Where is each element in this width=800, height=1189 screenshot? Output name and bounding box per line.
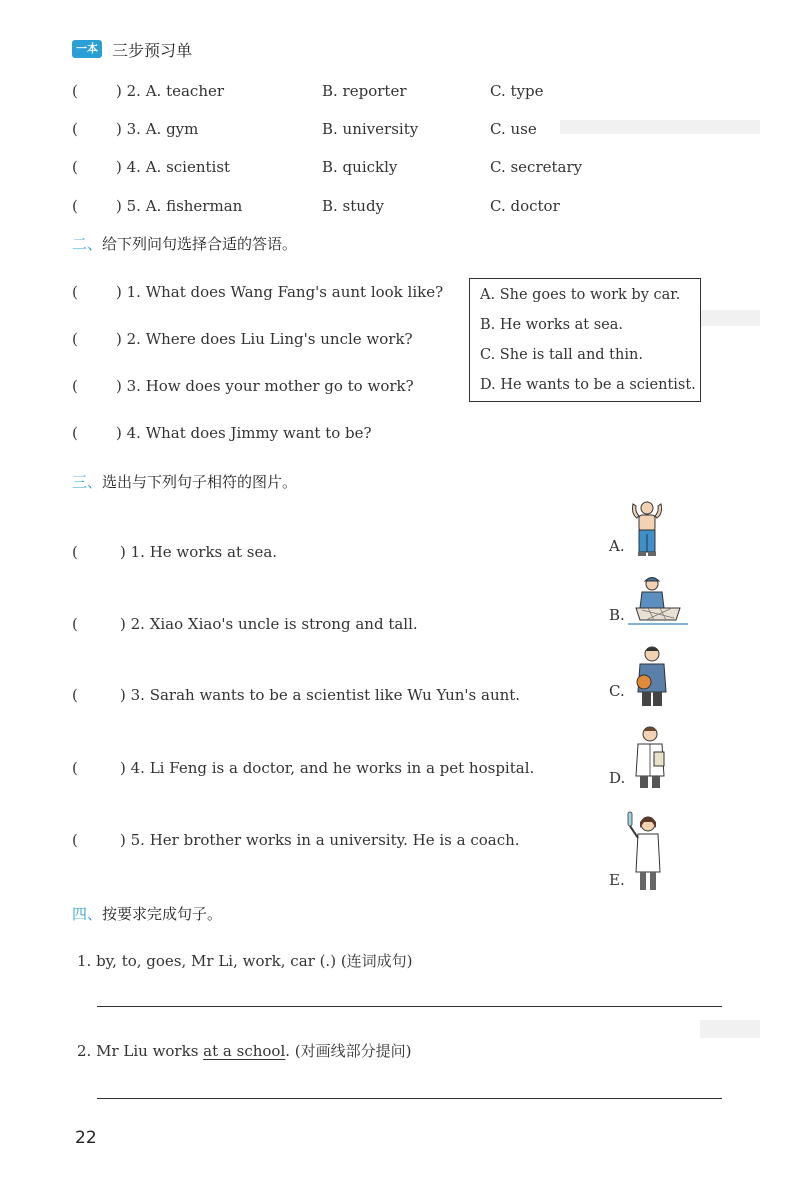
answer-blank-open[interactable]: ( — [72, 158, 78, 176]
answer-line-2[interactable] — [97, 1098, 722, 1099]
rewrite-question-2 — [77, 1040, 412, 1061]
section-title-text: 给下列问句选择合适的答语。 — [102, 235, 298, 253]
answer-blank-open[interactable]: ( — [72, 831, 78, 849]
section-title-text: 按要求完成句子。 — [102, 905, 223, 923]
answer-blank-open[interactable]: ( — [72, 197, 78, 215]
answer-blank-open[interactable]: ( — [72, 283, 78, 301]
section-3-heading — [72, 471, 297, 492]
part1-item-a: ) 3. A. gym — [116, 120, 199, 138]
answer-blank-open[interactable]: ( — [72, 615, 78, 633]
picture-label: D. — [609, 769, 626, 787]
scientist-picture — [624, 808, 668, 896]
answer-blank-open[interactable]: ( — [72, 120, 78, 138]
answer-blank-open[interactable]: ( — [72, 686, 78, 704]
brand-badge: 一本 — [72, 40, 102, 58]
page-number: 22 — [75, 1128, 97, 1148]
section-number: 四、 — [72, 905, 103, 923]
part1-item-c: C. secretary — [490, 158, 583, 176]
answer-option: B. He works at sea. — [480, 317, 623, 333]
answer-option: D. He wants to be a scientist. — [480, 377, 696, 393]
picture-label: A. — [609, 537, 625, 555]
sentence-item: ) 3. Sarah wants to be a scientist like Wu Yun's aunt. — [120, 686, 521, 704]
question-text: 2. Mr Liu works — [77, 1042, 204, 1060]
part1-item-b: B. study — [322, 197, 385, 215]
question-item: ) 1. What does Wang Fang's aunt look like? — [116, 283, 444, 301]
question-item: ) 2. Where does Liu Ling's uncle work? — [116, 330, 413, 348]
sentence-item: ) 4. Li Feng is a doctor, and he works in a pet hospital. — [120, 759, 535, 777]
sentence-item: ) 2. Xiao Xiao's uncle is strong and tall. — [120, 615, 418, 633]
picture-label: B. — [609, 606, 625, 624]
section-title-text: 选出与下列句子相符的图片。 — [102, 473, 298, 491]
answer-option: C. She is tall and thin. — [480, 347, 643, 363]
question-instruction: . (对画线部分提问) — [285, 1042, 412, 1060]
picture-label: C. — [609, 682, 625, 700]
answer-blank-open[interactable]: ( — [72, 377, 78, 395]
part1-item-c: C. doctor — [490, 197, 560, 215]
section-number: 二、 — [72, 235, 103, 253]
answer-option: A. She goes to work by car. — [480, 287, 681, 303]
section-2-heading — [72, 233, 297, 254]
part1-item-b: B. quickly — [322, 158, 398, 176]
answer-blank-open[interactable]: ( — [72, 424, 78, 442]
picture-label: E. — [609, 871, 625, 889]
rewrite-question-1: 1. by, to, goes, Mr Li, work, car (.) (连词成句) — [77, 952, 413, 970]
answer-blank-open[interactable]: ( — [72, 330, 78, 348]
section-4-heading — [72, 903, 222, 924]
part1-item-b: B. reporter — [322, 82, 407, 100]
question-item: ) 3. How does your mother go to work? — [116, 377, 414, 395]
answer-blank-open[interactable]: ( — [72, 82, 78, 100]
part1-item-a: ) 4. A. scientist — [116, 158, 231, 176]
page-header-title: 三步预习单 — [112, 41, 193, 60]
answer-line-1[interactable] — [97, 1006, 722, 1007]
coach-picture — [630, 642, 674, 710]
answer-blank-open[interactable]: ( — [72, 543, 78, 561]
answer-options-box — [469, 278, 701, 402]
part1-item-b: B. university — [322, 120, 419, 138]
question-item: ) 4. What does Jimmy want to be? — [116, 424, 372, 442]
answer-blank-open[interactable]: ( — [72, 759, 78, 777]
underlined-phrase: at a school — [203, 1042, 286, 1060]
part1-item-a: ) 2. A. teacher — [116, 82, 225, 100]
fisherman-picture — [628, 572, 688, 628]
doctor-picture — [630, 722, 672, 792]
strong-man-picture — [625, 496, 669, 560]
sentence-item: ) 1. He works at sea. — [120, 543, 278, 561]
sentence-item: ) 5. Her brother works in a university. He is a coach. — [120, 831, 520, 849]
part1-item-c: C. type — [490, 82, 544, 100]
part1-item-c: C. use — [490, 120, 537, 138]
section-number: 三、 — [72, 473, 103, 491]
part1-item-a: ) 5. A. fisherman — [116, 197, 243, 215]
